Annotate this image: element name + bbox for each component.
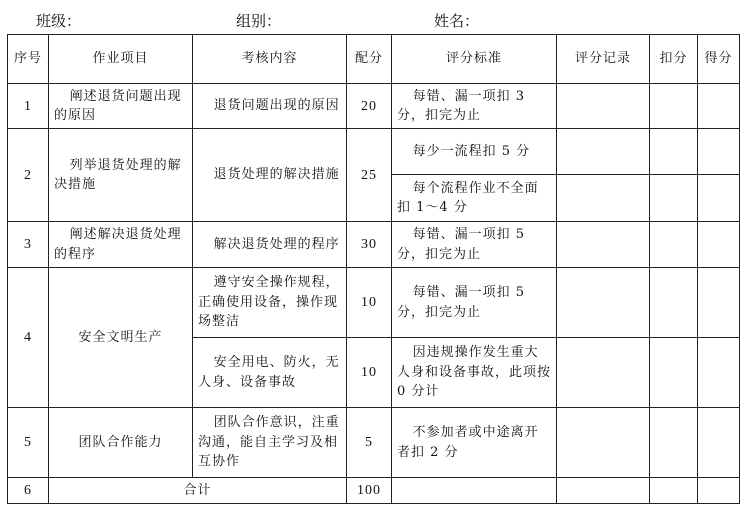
record-cell[interactable] (557, 408, 650, 478)
row-content: 安全用电、防火，无人身、设备事故 (193, 338, 347, 408)
row-content: 遵守安全操作规程，正确使用设备，操作现场整洁 (193, 268, 347, 338)
row-content: 解决退货处理的程序 (193, 222, 347, 268)
deduct-cell[interactable] (650, 129, 698, 175)
row-score: 10 (347, 338, 392, 408)
earned-cell[interactable] (698, 478, 740, 504)
row-score: 20 (347, 84, 392, 129)
row-number: 1 (8, 84, 49, 129)
row-item: 列举退货处理的解决措施 (49, 129, 193, 222)
deduct-cell[interactable] (650, 408, 698, 478)
row-number: 5 (8, 408, 49, 478)
group-label: 组别： (236, 12, 282, 30)
col-header-deduct: 扣分 (650, 35, 698, 84)
table-row (8, 129, 740, 175)
record-cell[interactable] (557, 478, 650, 504)
header-row (8, 35, 740, 84)
row-number: 2 (8, 129, 49, 222)
deduct-cell[interactable] (650, 268, 698, 338)
col-header-score: 配分 (347, 35, 392, 84)
form-header (0, 10, 744, 32)
table-row (8, 268, 740, 338)
earned-cell[interactable] (698, 84, 740, 129)
col-header-record: 评分记录 (557, 35, 650, 84)
table-row (8, 408, 740, 478)
row-criteria: 每少一流程扣 5 分 (392, 129, 557, 175)
row-criteria: 每个流程作业不全面扣 1～4 分 (392, 175, 557, 222)
row-item: 阐述解决退货处理的程序 (49, 222, 193, 268)
row-item: 安全文明生产 (49, 268, 193, 408)
row-score: 10 (347, 268, 392, 338)
record-cell[interactable] (557, 84, 650, 129)
row-criteria: 每错、漏一项扣 3 分，扣完为止 (392, 84, 557, 129)
col-header-item: 作业项目 (49, 35, 193, 84)
row-content: 团队合作意识，注重沟通，能自主学习及相互协作 (193, 408, 347, 478)
total-label: 合计 (49, 478, 347, 504)
record-cell[interactable] (557, 222, 650, 268)
row-criteria: 每错、漏一项扣 5 分，扣完为止 (392, 268, 557, 338)
row-number: 4 (8, 268, 49, 408)
col-header-content: 考核内容 (193, 35, 347, 84)
col-header-earned: 得分 (698, 35, 740, 84)
record-cell[interactable] (557, 268, 650, 338)
earned-cell[interactable] (698, 222, 740, 268)
row-criteria: 不参加者或中途离开者扣 2 分 (392, 408, 557, 478)
record-cell[interactable] (557, 338, 650, 408)
earned-cell[interactable] (698, 175, 740, 222)
row-criteria: 因违规操作发生重大人身和设备事故，此项按 0 分计 (392, 338, 557, 408)
class-label: 班级： (36, 12, 82, 30)
row-score: 30 (347, 222, 392, 268)
row-criteria: 每错、漏一项扣 5 分，扣完为止 (392, 222, 557, 268)
assessment-table (7, 34, 740, 504)
row-score: 25 (347, 129, 392, 222)
deduct-cell[interactable] (650, 175, 698, 222)
total-row (8, 478, 740, 504)
earned-cell[interactable] (698, 408, 740, 478)
deduct-cell[interactable] (650, 338, 698, 408)
row-content: 退货问题出现的原因 (193, 84, 347, 129)
col-header-criteria: 评分标准 (392, 35, 557, 84)
deduct-cell[interactable] (650, 478, 698, 504)
total-score: 100 (347, 478, 392, 504)
earned-cell[interactable] (698, 129, 740, 175)
name-label: 姓名： (434, 12, 480, 30)
table-row (8, 222, 740, 268)
record-cell[interactable] (557, 129, 650, 175)
col-header-no: 序号 (8, 35, 49, 84)
row-score: 5 (347, 408, 392, 478)
deduct-cell[interactable] (650, 84, 698, 129)
total-criteria-cell (392, 478, 557, 504)
row-item: 阐述退货问题出现的原因 (49, 84, 193, 129)
record-cell[interactable] (557, 175, 650, 222)
total-number: 6 (8, 478, 49, 504)
row-content: 退货处理的解决措施 (193, 129, 347, 222)
row-number: 3 (8, 222, 49, 268)
table-row (8, 84, 740, 129)
earned-cell[interactable] (698, 338, 740, 408)
row-item: 团队合作能力 (49, 408, 193, 478)
deduct-cell[interactable] (650, 222, 698, 268)
earned-cell[interactable] (698, 268, 740, 338)
